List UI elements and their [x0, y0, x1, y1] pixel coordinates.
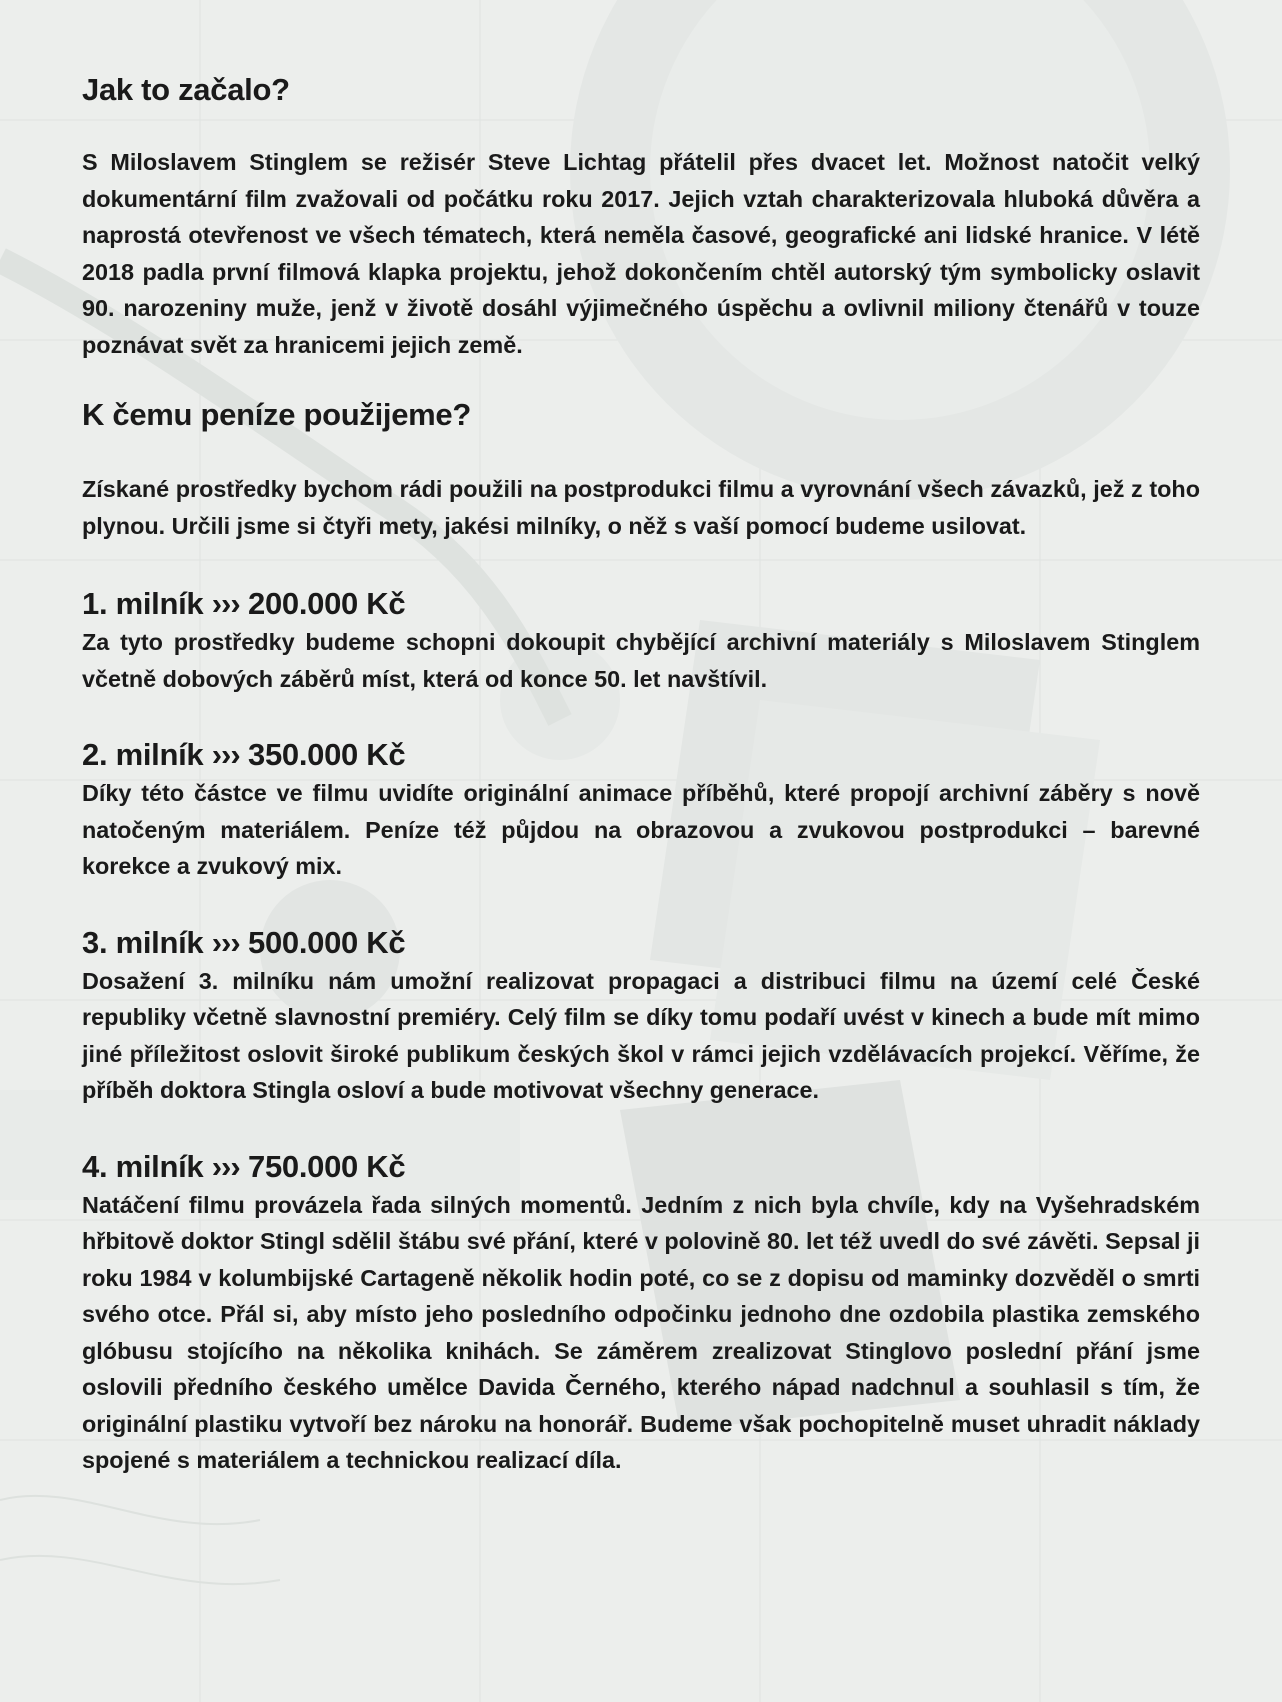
- milestone-amount: 750.000 Kč: [248, 1148, 406, 1184]
- milestone-label: 2. milník: [82, 737, 204, 772]
- milestone-heading: [82, 923, 1200, 963]
- milestone-label: 1. milník: [82, 586, 204, 621]
- section-heading: Jak to začalo?: [82, 72, 290, 107]
- section-text: Získané prostředky bychom rádi použili na postprodukci filmu a vyrovnání všech závazků, jež z toho plynou. Určili jsme si čtyři mety, jakési milníky, o něž s vaší pomocí budeme usilovat.: [82, 476, 1200, 539]
- milestone-heading: [82, 584, 1200, 624]
- milestone-heading: [82, 1147, 1200, 1187]
- milestone-text: Natáčení filmu provázela řada silných momentů. Jedním z nich byla chvíle, kdy na Vyšehradském hřbitově doktor Stingl sdělil štábu své přání, které v polovině 80. let též uvedl do své závěti. Sepsal ji roku 1984 v kolumbijské Cartageně několik hodin poté, co se z dopisu od maminky dozvěděl o smrti svého otce. Přál si, aby místo jeho posledního odpočinku jednoho dne ozdobila plastika zemského glóbusu stojícího na několika knihách. Se záměrem zrealizovat Stinglovo poslední přání jsme oslovili předního českého umělce Davida Černého, kterého nápad nadchnul a souhlasil s tím, že originální plastiku vytvoří bez nároku na honorář. Budeme však pochopitelně muset uhradit náklady spojené s materiálem a technickou realizací díla.: [82, 1191, 1200, 1473]
- section-text: S Miloslavem Stinglem se režisér Steve Lichtag přátelil přes dvacet let. Možnost natočit velký dokumentární film zvažovali od počátku roku 2017. Jejich vztah charakterizovala hluboká důvěra a naprostá otevřenost ve všech tématech, která neměla časové, geografické ani lidské hranice. V létě 2018 padla první filmová klapka projektu, jehož dokončením chtěl autorský tým symbolicky oslavit 90. narozeniny muže, jenž v životě dosáhl výjimečného úspěchu a ovlivnil miliony čtenářů v touze poznávat svět za hranicemi jejich země.: [82, 149, 1200, 358]
- milestone-separator: ›››: [211, 737, 240, 772]
- milestone-label: 4. milník: [82, 1148, 204, 1184]
- milestone-heading: [82, 735, 1200, 775]
- milestone-2: [82, 735, 1200, 885]
- section-origin: [82, 72, 1200, 363]
- milestone-amount: 200.000 Kč: [248, 586, 406, 621]
- milestone-separator: ›››: [211, 1148, 240, 1184]
- milestone-1: [82, 584, 1200, 697]
- milestone-text: Dosažení 3. milníku nám umožní realizovat propagaci a distribuci filmu na území celé České republiky včetně slavnostní premiéry. Celý film se díky tomu podaří uvést v kinech a bude mít mimo jiné příležitost oslovit široké publikum českých škol v rámci jejich vzdělávacích projekcí. Věříme, že příběh doktora Stingla osloví a bude motivovat všechny generace.: [82, 967, 1200, 1103]
- milestone-text: Díky této částce ve filmu uvidíte originální animace příběhů, které propojí archivní záběry s nově natočeným materiálem. Peníze též půjdou na obrazovou a zvukovou postprodukci – barevné korekce a zvukový mix.: [82, 780, 1200, 879]
- milestone-separator: ›››: [211, 586, 240, 621]
- milestone-4: [82, 1147, 1200, 1479]
- milestone-amount: 500.000 Kč: [248, 924, 406, 960]
- milestone-amount: 350.000 Kč: [248, 737, 406, 772]
- milestone-text: Za tyto prostředky budeme schopni dokoupit chybějící archivní materiály s Miloslavem Stinglem včetně dobových záběrů míst, která od konce 50. let navštívil.: [82, 629, 1200, 692]
- milestone-separator: ›››: [211, 924, 240, 960]
- milestone-3: [82, 923, 1200, 1109]
- section-funds: [82, 397, 1200, 544]
- milestone-label: 3. milník: [82, 924, 204, 960]
- section-heading: K čemu peníze použijeme?: [82, 397, 471, 432]
